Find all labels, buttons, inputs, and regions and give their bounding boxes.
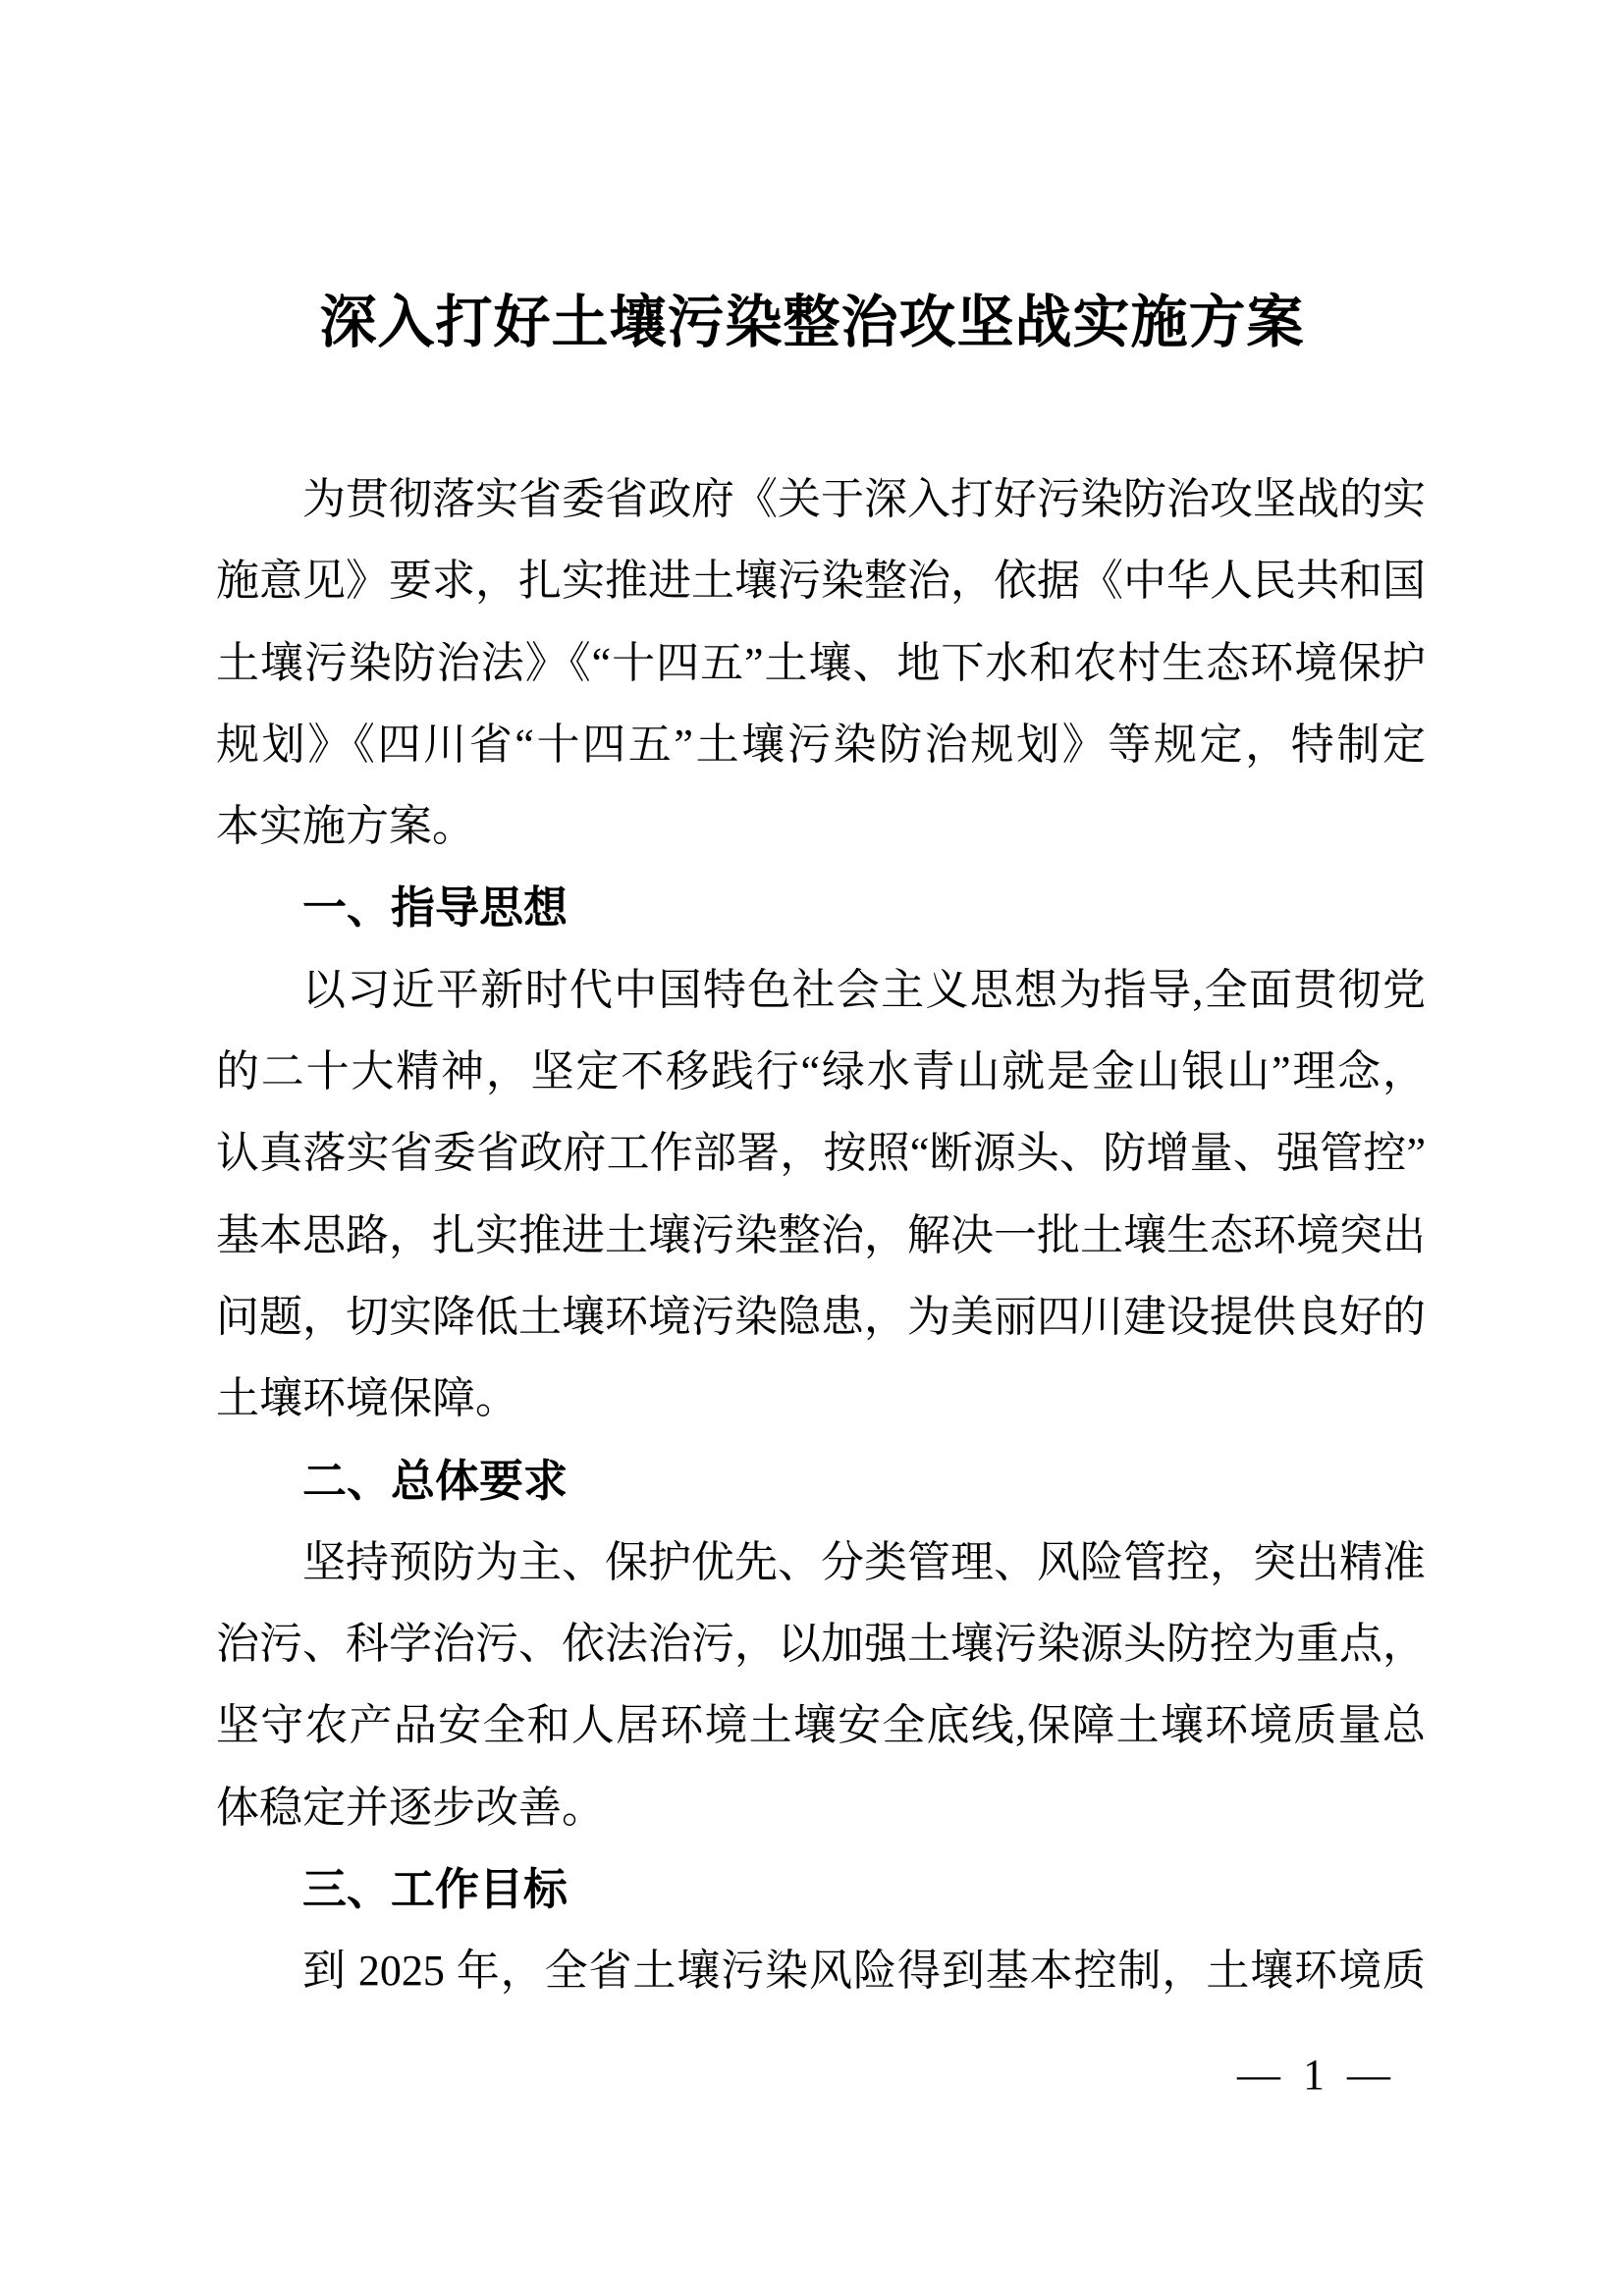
section-heading-2: 二、总体要求	[302, 1455, 568, 1506]
paragraph3-line3: 坚守农产品安全和人居环境土壤安全底线,保障土壤环境质量总	[216, 1701, 1426, 1750]
section-heading-1: 一、指导思想	[302, 882, 568, 934]
paragraph2-line1: 以习近平新时代中国特色社会主义思想为指导,全面贯彻党	[302, 965, 1426, 1014]
paragraph4-line1: 到 2025 年，全省土壤污染风险得到基本控制，土壤环境质	[302, 1947, 1426, 1996]
paragraph2-line3: 认真落实省委省政府工作部署，按照“断源头、防增量、强管控”	[216, 1129, 1426, 1178]
paragraph2-line5: 问题，切实降低土壤环境污染隐患，为美丽四川建设提供良好的	[216, 1292, 1426, 1341]
section-heading-3: 三、工作目标	[302, 1864, 568, 1915]
paragraph1-line4: 规划》《四川省“十四五”土壤污染防治规划》等规定，特制定	[216, 720, 1426, 769]
paragraph3-line2: 治污、科学治污、依法治污，以加强土壤污染源头防控为重点，	[216, 1620, 1426, 1669]
paragraph1-line5: 本实施方案。	[216, 802, 475, 851]
paragraph3-line1: 坚持预防为主、保护优先、分类管理、风险管控，突出精准	[302, 1537, 1426, 1586]
paragraph1-line3: 土壤污染防治法》《“十四五”土壤、地下水和农村生态环境保护	[216, 638, 1426, 687]
paragraph1-line2: 施意见》要求，扎实推进土壤污染整治，依据《中华人民共和国	[216, 557, 1426, 606]
paragraph1-line1: 为贯彻落实省委省政府《关于深入打好污染防治攻坚战的实	[302, 475, 1426, 523]
paragraph2-line6: 土壤环境保障。	[216, 1374, 518, 1423]
paragraph2-line4: 基本思路，扎实推进土壤污染整治，解决一批土壤生态环境突出	[216, 1210, 1426, 1259]
paragraph3-line4: 体稳定并逐步改善。	[216, 1783, 605, 1832]
document-body	[216, 458, 1426, 2012]
paragraph2-line2: 的二十大精神，坚定不移践行“绿水青山就是金山银山”理念，	[216, 1047, 1426, 1096]
page-number: — 1 —	[1237, 2051, 1396, 2099]
document-title: 深入打好土壤污染整治攻坚战实施方案	[319, 291, 1305, 354]
